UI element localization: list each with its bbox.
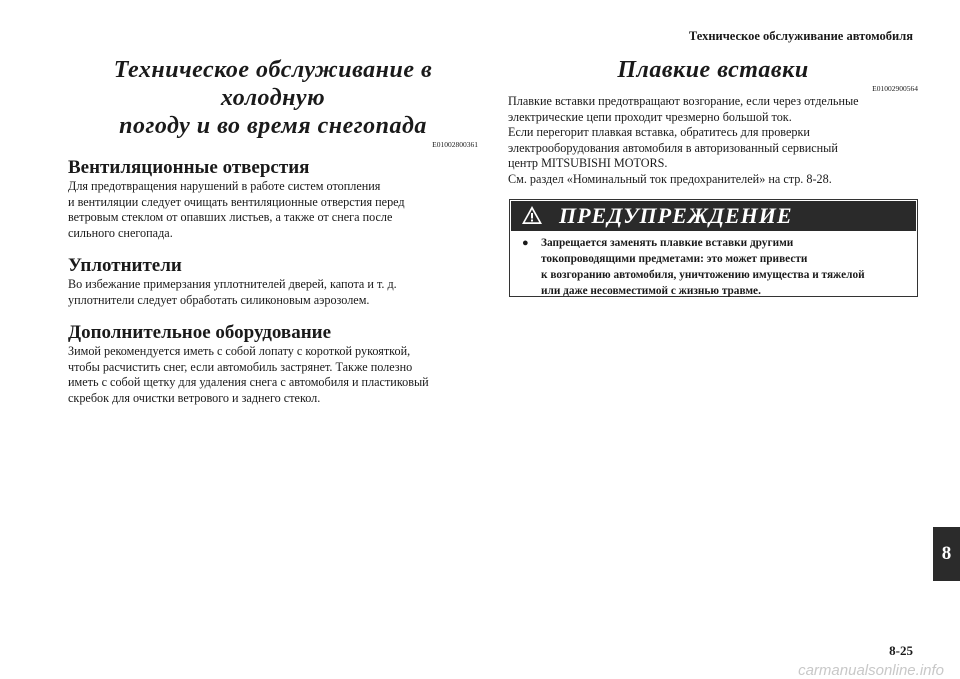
cold-weather-title-line2: погоду и во время снегопада — [119, 113, 427, 139]
section-text: Во избежание примерзания уплотнителей дверей, капота и т. д. уплотнители следует обработать силиконовым аэрозолем. — [68, 277, 397, 307]
section-title: Дополнительное оборудование — [68, 322, 332, 343]
fuses-text: Плавкие вставки предотвращают возгорание, если через отдельные электрические цепи проходит чрезмерно большой ток. Если перегорит плавкая вставка, обратитесь для проверки электрооборудования автомобиля в авторизованный сервисный центр MITSUBISHI MOTORS. См. раздел «Номинальный ток предохранителей» на стр. 8-28. — [508, 94, 859, 186]
warning-text: Запрещается заменять плавкие вставки другими токопроводящими предметами: это может привести к возгоранию автомобиля, уничтожению имущества и тяжелой или даже несовместимой с жизнью травме. — [541, 237, 865, 297]
cold-weather-code: E01002800361 — [432, 140, 478, 149]
warning-box — [509, 199, 918, 297]
section-equipment — [68, 322, 478, 406]
section-vents — [68, 157, 478, 241]
warning-triangle-icon — [521, 205, 543, 225]
right-column — [508, 56, 918, 187]
warning-header — [511, 201, 916, 231]
section-title: Уплотнители — [68, 255, 182, 276]
bullet-icon: ● — [522, 237, 529, 249]
cold-weather-title — [68, 56, 478, 140]
fuses-code: E01002900564 — [872, 84, 918, 93]
warning-body — [522, 235, 907, 299]
section-text: Для предотвращения нарушений в работе систем отопления и вентиляции следует очищать вентиляционные отверстия перед ветровым стеклом от опавших листьев, а также от снега после сильного снегопада. — [68, 179, 405, 240]
chapter-tab: 8 — [933, 527, 960, 581]
watermark: carmanualsonline.info — [798, 662, 944, 679]
fuses-title: Плавкие вставки — [617, 57, 809, 83]
warning-title: ПРЕДУПРЕЖДЕНИЕ — [559, 203, 793, 228]
section-text: Зимой рекомендуется иметь с собой лопату с короткой рукояткой, чтобы расчистить снег, если автомобиль застрянет. Также полезно иметь с собой щетку для удаления снега с автомобиля и пластиковый скребок для очистки ветрового и заднего стекол. — [68, 344, 429, 405]
left-column — [68, 56, 478, 406]
section-seals — [68, 255, 478, 308]
running-header: Техническое обслуживание автомобиля — [688, 29, 913, 43]
section-title: Вентиляционные отверстия — [68, 157, 310, 178]
page-number: 8-25 — [889, 643, 913, 658]
cold-weather-title-line1: Техническое обслуживание в холодную — [113, 57, 433, 111]
